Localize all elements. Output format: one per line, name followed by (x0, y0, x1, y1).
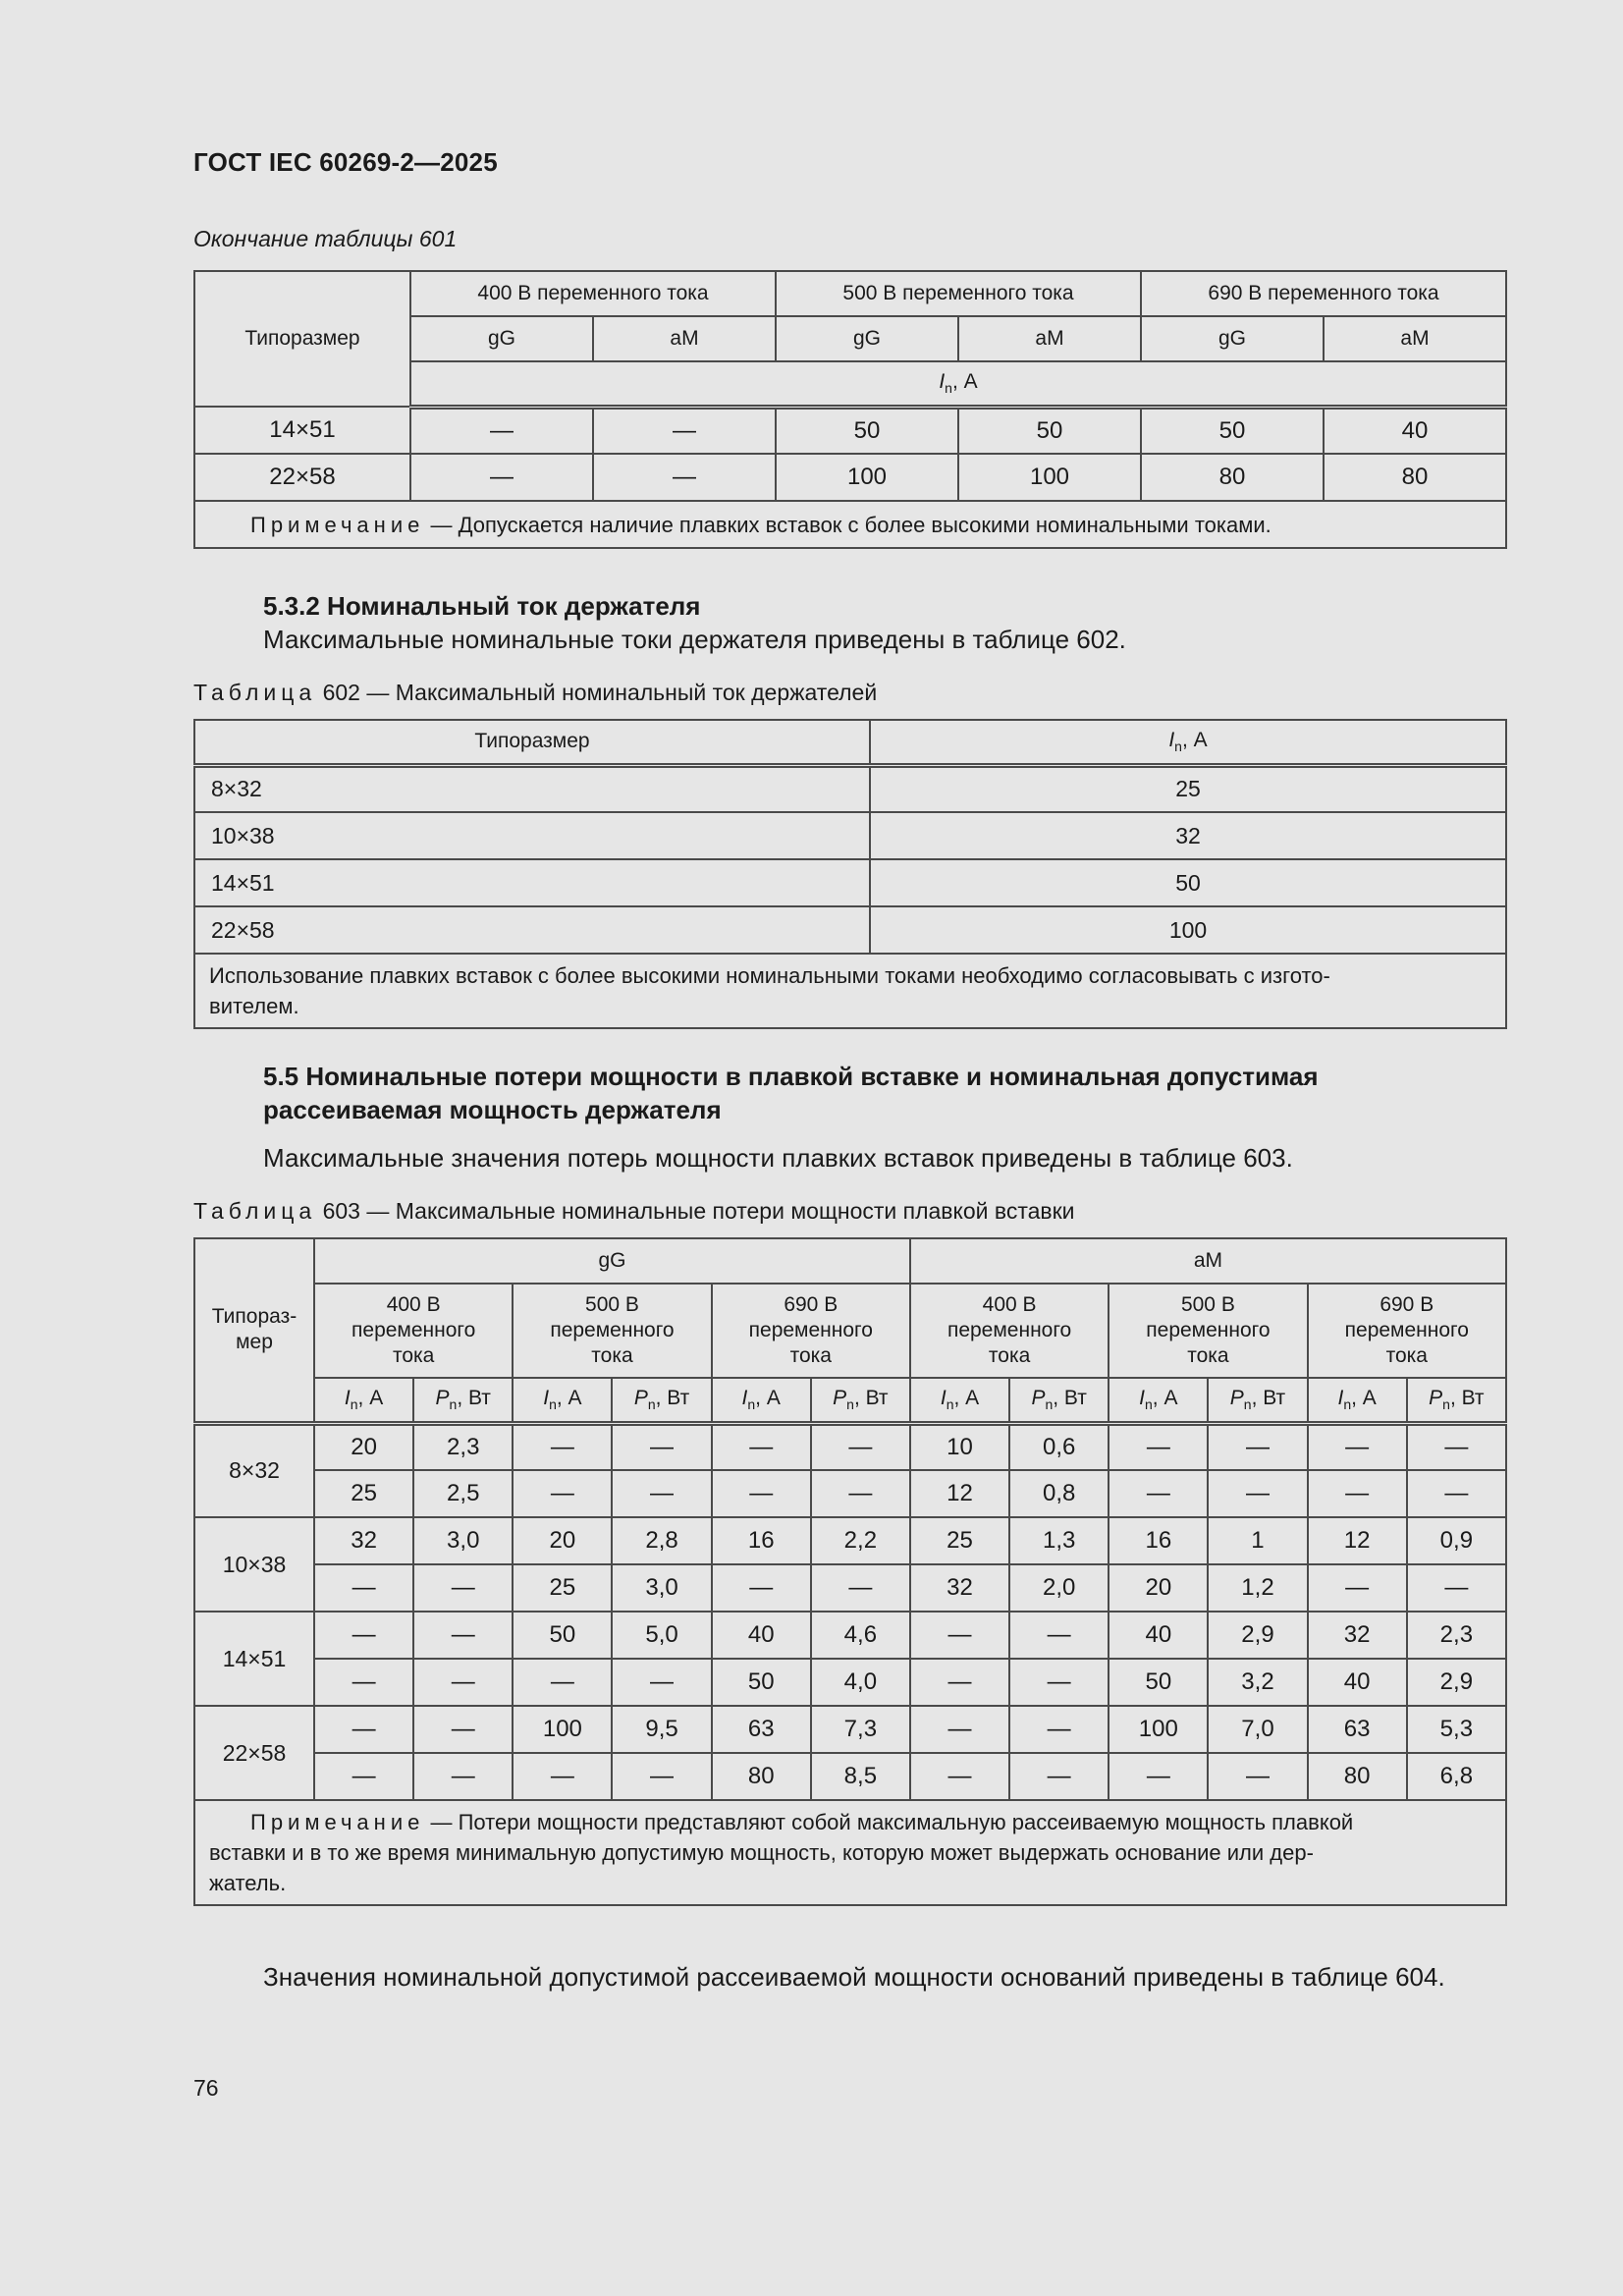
table-cell: 1,2 (1208, 1564, 1307, 1612)
table-cell: 4,0 (811, 1659, 910, 1706)
table-cell: — (612, 1423, 711, 1470)
table-cell: 63 (712, 1706, 811, 1753)
table-row: 14×51 50 (194, 859, 1506, 906)
voltage-header: 400 В переменного тока (314, 1284, 513, 1378)
table-cell: — (413, 1564, 513, 1612)
table-cell: 80 (712, 1753, 811, 1800)
param-power-header: $P_n$, Вт (811, 1378, 910, 1423)
table-cell: 3,0 (612, 1564, 711, 1612)
table-cell: 0,8 (1009, 1470, 1109, 1517)
size-cell: 14×51 (194, 1612, 314, 1706)
table-cell: 7,3 (811, 1706, 910, 1753)
table-row (194, 1423, 1506, 1470)
param-current-header: $I_n$, А (1308, 1378, 1407, 1423)
voltage-header: 500 В переменного тока (1109, 1284, 1307, 1378)
table-cell: — (513, 1470, 612, 1517)
table-cell: — (1109, 1423, 1208, 1470)
table-cell: — (612, 1753, 711, 1800)
section-heading: 5.5 Номинальные потери мощности в плавкой вставке и номинальная допустимая рассеиваемая мощность держателя (263, 1062, 1319, 1124)
table-cell: 2,3 (413, 1423, 513, 1470)
table-cell: 8,5 (811, 1753, 910, 1800)
table-cell: — (1308, 1423, 1407, 1470)
table-cell: — (1208, 1423, 1307, 1470)
table-row: 8×32 25 (194, 765, 1506, 812)
param-current-header: $I_n$, А (910, 1378, 1009, 1423)
size-cell: 22×58 (194, 1706, 314, 1800)
table-cell: 100 (1109, 1706, 1208, 1753)
table-row (194, 1517, 1506, 1564)
table-cell: — (1407, 1564, 1506, 1612)
table-cell: — (413, 1612, 513, 1659)
voltage-header: 690 В переменного тока (1141, 271, 1506, 316)
table-cell: 50 (513, 1612, 612, 1659)
table-cell: — (910, 1753, 1009, 1800)
class-header: aM (910, 1238, 1506, 1284)
table-note: Примечание — Потери мощности представляют собой максимальную рассеиваемую мощность плавкой вставки и в то же время минимальную допустимую мощность, которую может выдержать основание или дер- жатель. (194, 1800, 1506, 1905)
param-current-header: $I_n$, А (314, 1378, 413, 1423)
class-header: gG (314, 1238, 910, 1284)
table-row (194, 1659, 1506, 1706)
table-cell: 3,2 (1208, 1659, 1307, 1706)
table-cell: 0,9 (1407, 1517, 1506, 1564)
table-cell: 50 (1109, 1659, 1208, 1706)
table-cell: — (811, 1470, 910, 1517)
param-current-header: $I_n$, А (712, 1378, 811, 1423)
table-cell: — (712, 1470, 811, 1517)
table-cell: 9,5 (612, 1706, 711, 1753)
table-cell: — (1109, 1470, 1208, 1517)
table-cell: — (413, 1753, 513, 1800)
table-cell: 63 (1308, 1706, 1407, 1753)
param-power-header: $P_n$, Вт (612, 1378, 711, 1423)
table-cell: — (1009, 1659, 1109, 1706)
parameter-header-row (194, 1378, 1506, 1423)
table-602-caption: Таблица 602 — Максимальный номинальный ток держателей (193, 680, 878, 705)
table-cell: — (612, 1470, 711, 1517)
table-cell: — (1407, 1470, 1506, 1517)
table-cell: 80 (1308, 1753, 1407, 1800)
table-row: 22×58 — — 100 100 80 80 (194, 454, 1506, 501)
table-cell: 25 (513, 1564, 612, 1612)
table-cell: 5,0 (612, 1612, 711, 1659)
table-601-continuation-caption: Окончание таблицы 601 (193, 226, 458, 251)
table-row (194, 1612, 1506, 1659)
table-cell: 12 (910, 1470, 1009, 1517)
document-header: ГОСТ IEC 60269-2—2025 (193, 147, 498, 177)
current-unit-header: $I_n$, А (410, 361, 1506, 407)
voltage-header: 500 В переменного тока (513, 1284, 711, 1378)
table-cell: — (513, 1423, 612, 1470)
table-cell: 5,3 (1407, 1706, 1506, 1753)
table-603-caption: Таблица 603 — Максимальные номинальные потери мощности плавкой вставки (193, 1198, 1075, 1224)
table-cell: — (1109, 1753, 1208, 1800)
table-cell: 32 (910, 1564, 1009, 1612)
class-header: gG (776, 316, 958, 361)
table-cell: 2,3 (1407, 1612, 1506, 1659)
table-cell: — (314, 1706, 413, 1753)
table-cell: — (513, 1659, 612, 1706)
table-note: Использование плавких вставок с более высокими номинальными токами необходимо согласовывать с изгото- вителем. (194, 954, 1506, 1028)
table-cell: 2,5 (413, 1470, 513, 1517)
voltage-header: 500 В переменного тока (776, 271, 1141, 316)
param-power-header: $P_n$, Вт (1208, 1378, 1307, 1423)
table-cell: — (1009, 1753, 1109, 1800)
table-cell: 2,0 (1009, 1564, 1109, 1612)
table-cell: — (1308, 1470, 1407, 1517)
size-header: Типоразмер (194, 720, 870, 765)
param-current-header: $I_n$, А (513, 1378, 612, 1423)
param-power-header: $P_n$, Вт (1407, 1378, 1506, 1423)
paragraph: Максимальные номинальные токи держателя приведены в таблице 602. (263, 625, 1126, 654)
table-row (194, 1753, 1506, 1800)
table-cell: 3,0 (413, 1517, 513, 1564)
table-cell: 100 (513, 1706, 612, 1753)
table-cell: — (314, 1612, 413, 1659)
table-cell: — (1308, 1564, 1407, 1612)
table-cell: 20 (314, 1423, 413, 1470)
section-heading: 5.3.2 Номинальный ток держателя (263, 591, 701, 621)
table-cell: — (910, 1659, 1009, 1706)
table-cell: — (910, 1612, 1009, 1659)
closing-paragraph: Значения номинальной допустимой рассеиваемой мощности оснований приведены в таблице 604. (263, 1962, 1445, 1992)
table-cell: 16 (712, 1517, 811, 1564)
table-note: Примечание — Допускается наличие плавких вставок с более высокими номинальными токами. (194, 501, 1506, 548)
table-cell: 2,2 (811, 1517, 910, 1564)
class-header: aM (958, 316, 1141, 361)
table-cell: 32 (1308, 1612, 1407, 1659)
paragraph: Максимальные значения потерь мощности плавких вставок приведены в таблице 603. (263, 1143, 1293, 1173)
table-row (194, 1470, 1506, 1517)
size-cell: 8×32 (194, 1423, 314, 1517)
table-cell: 0,6 (1009, 1423, 1109, 1470)
table-cell: — (314, 1564, 413, 1612)
table-cell: 40 (1109, 1612, 1208, 1659)
table-cell: — (413, 1706, 513, 1753)
class-header: aM (593, 316, 776, 361)
table-cell: 25 (910, 1517, 1009, 1564)
table-cell: 1,3 (1009, 1517, 1109, 1564)
table-cell: 7,0 (1208, 1706, 1307, 1753)
table-cell: — (1009, 1706, 1109, 1753)
param-current-header: $I_n$, А (1109, 1378, 1208, 1423)
param-power-header: $P_n$, Вт (1009, 1378, 1109, 1423)
voltage-header: 400 В переменного тока (910, 1284, 1109, 1378)
table-cell: 25 (314, 1470, 413, 1517)
table-cell: — (1009, 1612, 1109, 1659)
table-cell: 4,6 (811, 1612, 910, 1659)
table-cell: 1 (1208, 1517, 1307, 1564)
table-cell: — (811, 1423, 910, 1470)
table-cell: 20 (513, 1517, 612, 1564)
table-cell: — (1208, 1470, 1307, 1517)
table-cell: 10 (910, 1423, 1009, 1470)
table-row (194, 1706, 1506, 1753)
class-header: gG (1141, 316, 1324, 361)
size-header: Типораз- мер (194, 1238, 314, 1423)
table-601 (193, 270, 1507, 549)
table-cell: 20 (1109, 1564, 1208, 1612)
table-cell: — (612, 1659, 711, 1706)
param-power-header: $P_n$, Вт (413, 1378, 513, 1423)
table-cell: 40 (1308, 1659, 1407, 1706)
voltage-header: 690 В переменного тока (1308, 1284, 1506, 1378)
table-cell: 40 (712, 1612, 811, 1659)
table-cell: — (712, 1564, 811, 1612)
table-cell: — (513, 1753, 612, 1800)
current-unit-header: $I_n$, А (870, 720, 1506, 765)
table-cell: — (413, 1659, 513, 1706)
table-602 (193, 719, 1507, 1029)
table-cell: 12 (1308, 1517, 1407, 1564)
table-row: 14×51 — — 50 50 50 40 (194, 407, 1506, 454)
table-cell: — (712, 1423, 811, 1470)
table-cell: — (1407, 1423, 1506, 1470)
table-cell: — (1208, 1753, 1307, 1800)
class-header: aM (1324, 316, 1506, 361)
table-cell: — (910, 1706, 1009, 1753)
table-cell: — (811, 1564, 910, 1612)
table-cell: 16 (1109, 1517, 1208, 1564)
table-cell: 2,9 (1407, 1659, 1506, 1706)
voltage-header: 400 В переменного тока (410, 271, 776, 316)
table-cell: 32 (314, 1517, 413, 1564)
page-number: 76 (193, 2075, 219, 2101)
table-row (194, 1564, 1506, 1612)
table-cell: 50 (712, 1659, 811, 1706)
table-cell: — (314, 1753, 413, 1800)
size-cell: 10×38 (194, 1517, 314, 1612)
table-603 (193, 1237, 1507, 1906)
table-row: 22×58 100 (194, 906, 1506, 954)
table-cell: — (314, 1659, 413, 1706)
table-cell: 2,8 (612, 1517, 711, 1564)
voltage-header: 690 В переменного тока (712, 1284, 910, 1378)
class-header: gG (410, 316, 593, 361)
size-header: Типоразмер (194, 271, 410, 407)
table-cell: 6,8 (1407, 1753, 1506, 1800)
table-cell: 2,9 (1208, 1612, 1307, 1659)
table-row: 10×38 32 (194, 812, 1506, 859)
